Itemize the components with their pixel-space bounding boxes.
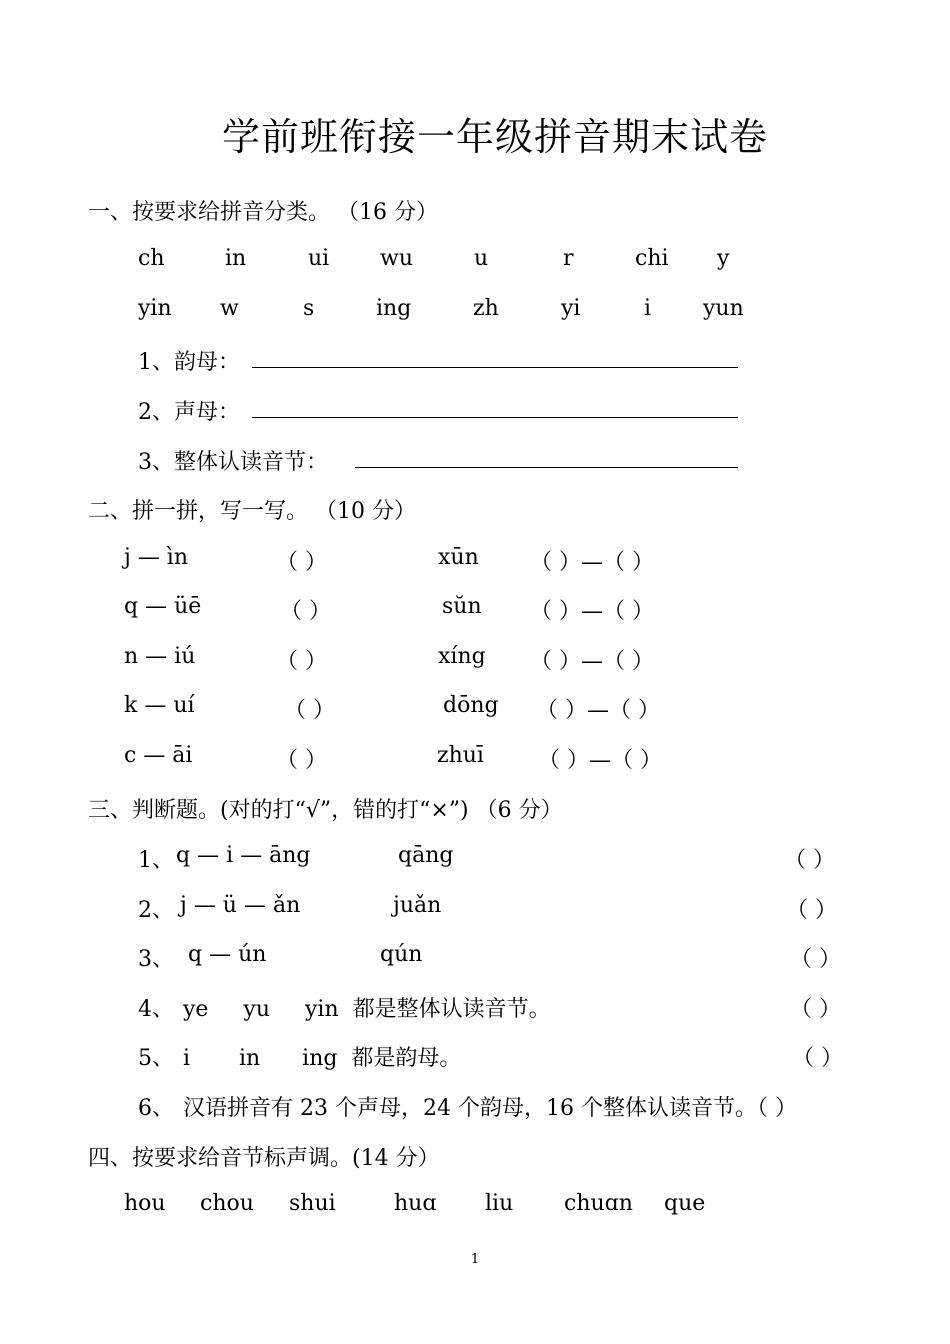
judge-item-number: 2、 <box>138 898 174 923</box>
pinyin-item: yi <box>561 296 581 321</box>
judge-item-number: 4、 <box>138 997 174 1022</box>
answer-paren[interactable]: （ ） <box>280 599 331 624</box>
spell-expression: n — iú <box>124 644 196 669</box>
judge-item-number: 6、 <box>138 1096 174 1121</box>
judge-answer-blank[interactable]: （ ） <box>792 1046 843 1071</box>
answer-paren[interactable]: （ ） <box>276 649 327 674</box>
pinyin-item: wu <box>380 246 413 271</box>
split-answer[interactable]: （ ）—（ ） <box>538 748 662 773</box>
pinyin-item: w <box>220 296 239 321</box>
pinyin-item: i <box>644 296 652 321</box>
syllable: xūn <box>438 545 479 570</box>
section3-heading: 三、判断题。(对的打“√”，错的打“×”) （6 分） <box>88 798 563 823</box>
page-title: 学前班衔接一年级拼音期末试卷 <box>221 115 768 159</box>
judge-item-number: 3、 <box>138 947 174 972</box>
pinyin-item: r <box>563 246 574 271</box>
syllable: xíng <box>438 644 486 669</box>
pinyin-item: s <box>303 296 315 321</box>
pinyin-item: yun <box>703 296 744 321</box>
syllable-item: hou <box>124 1191 166 1216</box>
pinyin-item: ui <box>308 246 330 271</box>
split-answer[interactable]: （ ）—（ ） <box>530 550 654 575</box>
judge-item-number: 1、 <box>138 848 174 873</box>
syllable-item: chou <box>200 1191 254 1216</box>
syllable: sŭn <box>442 594 482 619</box>
question-label-whole-syllables: 3、整体认读音节： <box>138 450 328 475</box>
pinyin-item: y <box>717 246 730 271</box>
judge-item-text: q — i — āng <box>176 843 311 868</box>
spell-expression: c — āi <box>124 743 193 768</box>
spell-expression: j — ìn <box>124 545 189 570</box>
judge-answer-blank[interactable]: （ ） <box>784 848 835 873</box>
spell-expression: q — üē <box>124 594 202 619</box>
spell-expression: k — uí <box>124 693 195 718</box>
section2-heading: 二、拼一拼，写一写。 （10 分） <box>88 499 416 524</box>
answer-line[interactable] <box>355 467 738 468</box>
judge-item-answer: juǎn <box>393 893 442 918</box>
split-answer[interactable]: （ ）—（ ） <box>530 649 654 674</box>
syllable-item: liu <box>485 1191 514 1216</box>
pinyin-item: ing <box>376 296 412 321</box>
section4-heading: 四、按要求给音节标声调。(14 分） <box>88 1146 440 1171</box>
syllable-item: chuɑn <box>564 1191 633 1216</box>
judge-answer-blank[interactable]: （ ） <box>790 997 841 1022</box>
pinyin-item: chi <box>635 246 669 271</box>
judge-item-text: q — ún <box>188 942 267 967</box>
split-answer[interactable]: （ ）—（ ） <box>530 599 654 624</box>
judge-item-text: i in ing 都是韵母。 <box>183 1046 462 1071</box>
section1-heading: 一、按要求给拼音分类。 （16 分） <box>88 200 438 225</box>
answer-line[interactable] <box>252 367 738 368</box>
answer-line[interactable] <box>252 417 738 418</box>
syllable: zhuī <box>437 743 484 768</box>
answer-paren[interactable]: （ ） <box>284 698 335 723</box>
pinyin-item: zh <box>473 296 499 321</box>
pinyin-item: ch <box>138 246 165 271</box>
syllable: dōng <box>443 693 499 718</box>
page-number: 1 <box>470 1252 480 1267</box>
syllable-item: shui <box>289 1191 336 1216</box>
judge-item-answer: qāng <box>398 843 454 868</box>
syllable-item: que <box>664 1191 706 1216</box>
judge-item-text: ye yu yin 都是整体认读音节。 <box>183 997 551 1022</box>
syllable-item: huɑ <box>394 1191 437 1216</box>
question-label-finals: 1、韵母： <box>138 350 240 375</box>
judge-item-answer: qún <box>380 942 423 967</box>
judge-item-text: 汉语拼音有 23 个声母，24 个韵母，16 个整体认读音节。（ ） <box>183 1096 797 1121</box>
pinyin-item: yin <box>138 296 172 321</box>
judge-item-number: 5、 <box>138 1046 174 1071</box>
judge-item-text: j — ü — ǎn <box>180 893 301 918</box>
pinyin-item: u <box>474 246 489 271</box>
judge-answer-blank[interactable]: （ ） <box>790 947 841 972</box>
pinyin-item: in <box>225 246 247 271</box>
question-label-initials: 2、声母： <box>138 400 240 425</box>
answer-paren[interactable]: （ ） <box>276 550 327 575</box>
split-answer[interactable]: （ ）—（ ） <box>536 698 660 723</box>
answer-paren[interactable]: （ ） <box>276 748 327 773</box>
judge-answer-blank[interactable]: （ ） <box>786 898 837 923</box>
